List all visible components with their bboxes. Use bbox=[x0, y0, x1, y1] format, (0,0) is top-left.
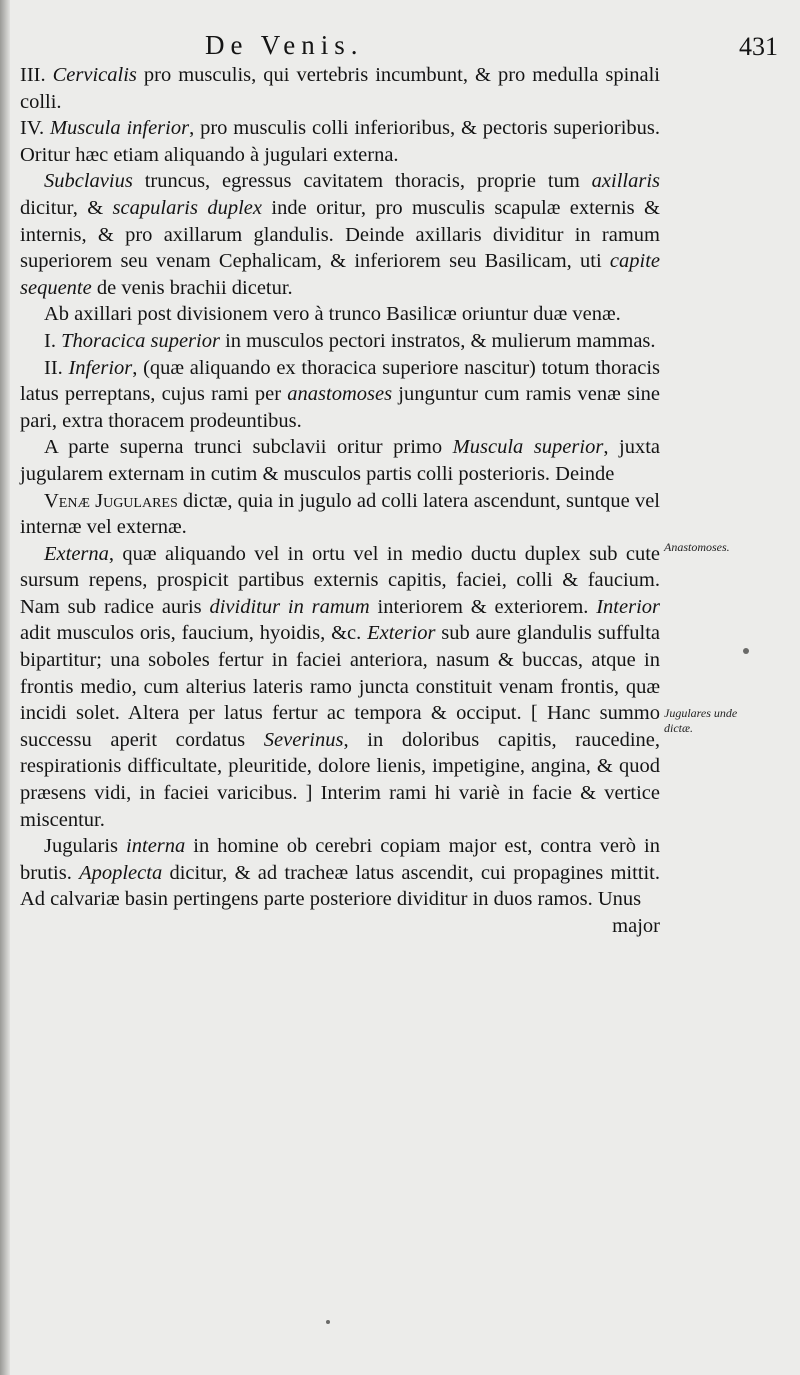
small-caps-run: Venæ Jugulares bbox=[44, 489, 178, 512]
paragraph bbox=[20, 913, 660, 940]
text-run: major bbox=[612, 915, 660, 937]
paragraph bbox=[20, 62, 660, 115]
text-run: junguntur cum ramis venæ sine pari, extra thoracem prodeuntibus. bbox=[20, 383, 660, 432]
italic-run: Thoracica superior bbox=[61, 329, 220, 352]
text-run: in homine ob cerebri copiam major est, contra verò in brutis. bbox=[20, 835, 660, 884]
running-head: De Venis. bbox=[205, 30, 364, 60]
text-run: III. bbox=[20, 64, 53, 86]
body-text bbox=[20, 62, 660, 940]
text-run: IV. bbox=[20, 117, 50, 140]
text-run: dicitur, & bbox=[20, 196, 113, 219]
text-run: interiorem & exteriorem. bbox=[369, 595, 597, 618]
italic-run: Exterior bbox=[367, 622, 436, 645]
italic-run: interna bbox=[126, 835, 186, 858]
paragraph bbox=[20, 355, 660, 435]
paragraph bbox=[20, 434, 660, 487]
italic-run: Muscula inferior bbox=[49, 117, 190, 140]
text-run: Ab axillari post divisionem vero à trunco Basilicæ oriuntur duæ venæ. bbox=[44, 303, 621, 326]
paragraph bbox=[20, 328, 660, 355]
text-run: truncus, egressus cavitatem thoracis, proprie tum bbox=[132, 170, 592, 193]
italic-run: scapularis duplex bbox=[112, 196, 263, 219]
italic-run: Inferior bbox=[68, 356, 133, 379]
text-run: II. bbox=[44, 356, 69, 379]
ink-speck bbox=[743, 648, 749, 654]
italic-run: axillaris bbox=[591, 170, 660, 193]
text-run: , quæ aliquando vel in ortu vel in medio ductu duplex sub cute sursum repens, prospicit partibus externis capitis, faciei, colli & faucium. Nam sub radice auris bbox=[20, 542, 660, 618]
italic-run: capite sequente bbox=[20, 250, 660, 299]
paragraph bbox=[20, 115, 660, 168]
italic-run: Cervicalis bbox=[52, 64, 137, 86]
paragraph bbox=[20, 168, 660, 301]
paragraph bbox=[20, 833, 660, 913]
text-run: A parte superna trunci subclavii oritur primo bbox=[44, 436, 453, 459]
italic-run: Apoplecta bbox=[79, 861, 163, 884]
italic-run: Muscula superior bbox=[452, 436, 604, 459]
ink-speck bbox=[326, 1320, 330, 1324]
text-run: in musculos pectori instratos, & mulierum mammas. bbox=[219, 329, 656, 352]
paragraph bbox=[20, 301, 660, 328]
italic-run: Interior bbox=[596, 595, 660, 618]
margin-note-jugulares: Jugulares unde dictæ. bbox=[664, 706, 738, 735]
italic-run: dividitur in ramum bbox=[209, 595, 370, 618]
text-run: inde oritur, pro musculis scapulæ externis & internis, & pro axillarum glandulis. Deinde axillaris dividitur in ramum superiorem seu venam Cephalicam, & inferiorem seu Basilicam, uti bbox=[20, 196, 660, 273]
italic-run: Severinus bbox=[263, 728, 344, 751]
text-run: dictæ, quia in jugulo ad colli latera ascendunt, suntque vel internæ vel externæ. bbox=[20, 489, 660, 539]
text-run: adit musculos oris, faucium, hyoidis, &c. bbox=[20, 622, 368, 645]
text-run: , juxta jugularem externam in cutim & musculos partis colli posterioris. Deinde bbox=[20, 436, 660, 485]
text-run: de venis brachii dicetur. bbox=[91, 276, 293, 299]
page-number: 431 bbox=[739, 32, 778, 61]
text-run: I. bbox=[44, 329, 62, 352]
text-run: , in doloribus capitis, raucedine, respirationis difficultate, pleuritide, dolore lienis, impetigine, angina, & quod præsens vidi, in faciei varicibus. ] Interim rami hi variè in facie & vertice miscentur. bbox=[20, 728, 661, 831]
text-run: , pro musculis colli inferioribus, & pectoris superioribus. Oritur hæc etiam aliquando à jugulari externa. bbox=[20, 117, 660, 166]
italic-run: Subclavius bbox=[44, 170, 133, 193]
text-run: Jugularis bbox=[44, 835, 127, 858]
text-run: dicitur, & ad tracheæ latus ascendit, cui propagines mittit. Ad calvariæ basin pertingens parte posteriore dividitur in duos ramos. Unus bbox=[20, 861, 660, 911]
margin-note-anastomoses: Anastomoses. bbox=[664, 540, 730, 554]
text-run: sub aure glandulis suffulta bipartitur; una soboles fertur in faciei anteriora, nasum & buccas, atque in frontis medio, cum alterius lateris ramo juncta constituit venam frontis, quæ incidi solet. Altera per latus fertur ac tempora & occiput. [ Hanc summo successu aperit cordatus bbox=[20, 622, 660, 751]
italic-run: Externa bbox=[44, 542, 109, 565]
paragraph bbox=[20, 488, 660, 541]
page-edge-shadow bbox=[0, 0, 10, 1375]
italic-run: anastomoses bbox=[287, 383, 393, 406]
text-run: , (quæ aliquando ex thoracica superiore nascitur) totum thoracis latus perreptans, cujus rami per bbox=[20, 356, 660, 406]
text-run: pro musculis, qui vertebris incumbunt, & pro medulla spinali colli. bbox=[20, 64, 660, 113]
paragraph bbox=[20, 541, 660, 834]
